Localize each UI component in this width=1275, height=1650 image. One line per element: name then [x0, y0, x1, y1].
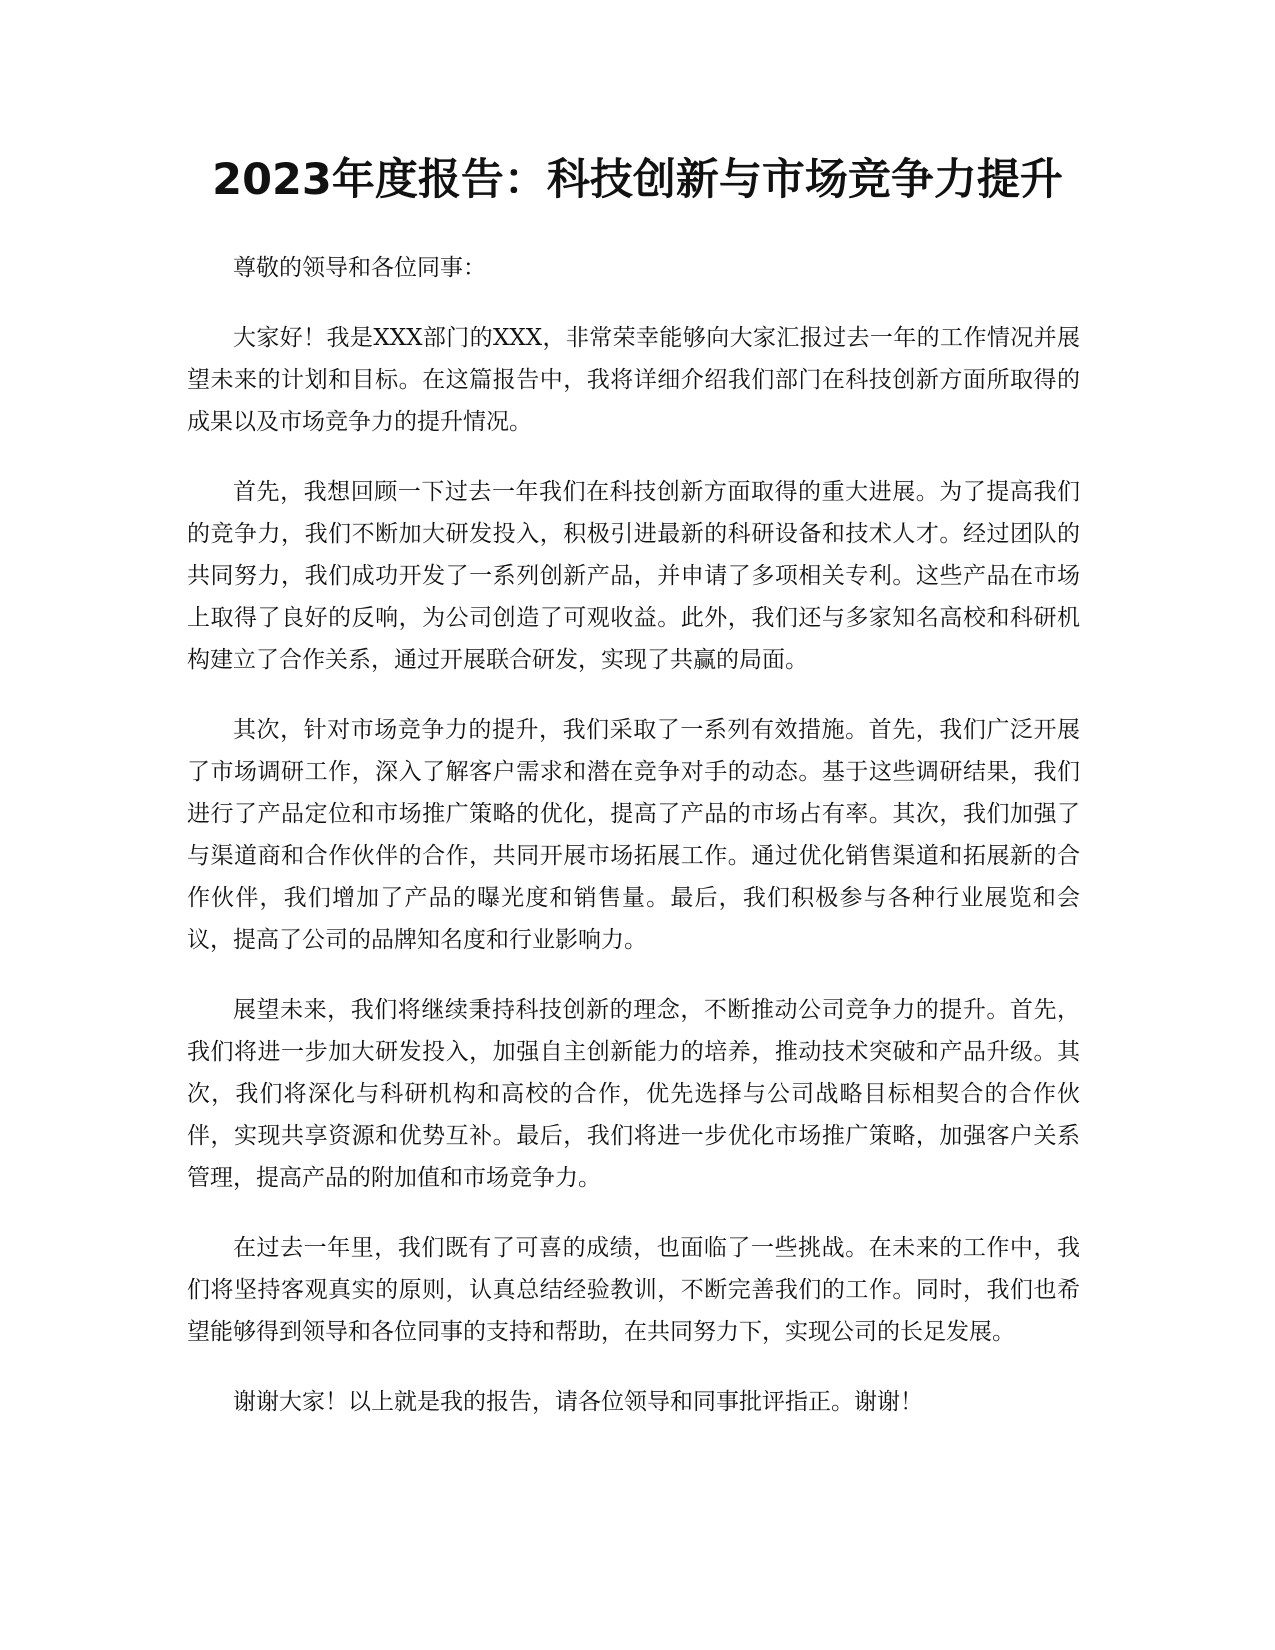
- outlook-paragraph: 展望未来，我们将继续秉持科技创新的理念，不断推动公司竞争力的提升。首先，我们将进一步加大研发投入，加强自主创新能力的培养，推动技术突破和产品升级。其次，我们将深化与科研机构和高校的合作，优先选择与公司战略目标相契合的合作伙伴，实现共享资源和优势互补。最后，我们将进一步优化市场推广策略，加强客户关系管理，提高产品的附加值和市场竞争力。: [187, 997, 1080, 1191]
- competitiveness-paragraph: 其次，针对市场竞争力的提升，我们采取了一系列有效措施。首先，我们广泛开展了市场调研工作，深入了解客户需求和潜在竞争对手的动态。基于这些调研结果，我们进行了产品定位和市场推广策略的优化，提高了产品的市场占有率。其次，我们加强了与渠道商和合作伙伴的合作，共同开展市场拓展工作。通过优化销售渠道和拓展新的合作伙伴，我们增加了产品的曝光度和销售量。最后，我们积极参与各种行业展览和会议，提高了公司的品牌知名度和行业影响力。: [187, 717, 1080, 953]
- document-body: [187, 247, 1080, 1451]
- reflection-paragraph: 在过去一年里，我们既有了可喜的成绩，也面临了一些挑战。在未来的工作中，我们将坚持客观真实的原则，认真总结经验教训，不断完善我们的工作。同时，我们也希望能够得到领导和各位同事的支持和帮助，在共同努力下，实现公司的长足发展。: [187, 1235, 1080, 1345]
- salutation-paragraph: 尊敬的领导和各位同事：: [233, 255, 486, 281]
- document-title: 2023年度报告：科技创新与市场竞争力提升: [212, 155, 1063, 205]
- closing-paragraph: 谢谢大家！以上就是我的报告，请各位领导和同事批评指正。谢谢！: [233, 1389, 923, 1415]
- innovation-paragraph: 首先，我想回顾一下过去一年我们在科技创新方面取得的重大进展。为了提高我们的竞争力，我们不断加大研发投入，积极引进最新的科研设备和技术人才。经过团队的共同努力，我们成功开发了一系列创新产品，并申请了多项相关专利。这些产品在市场上取得了良好的反响，为公司创造了可观收益。此外，我们还与多家知名高校和科研机构建立了合作关系，通过开展联合研发，实现了共赢的局面。: [187, 479, 1080, 673]
- intro-paragraph: 大家好！我是XXX部门的XXX，非常荣幸能够向大家汇报过去一年的工作情况并展望未来的计划和目标。在这篇报告中，我将详细介绍我们部门在科技创新方面所取得的成果以及市场竞争力的提升情况。: [187, 325, 1080, 435]
